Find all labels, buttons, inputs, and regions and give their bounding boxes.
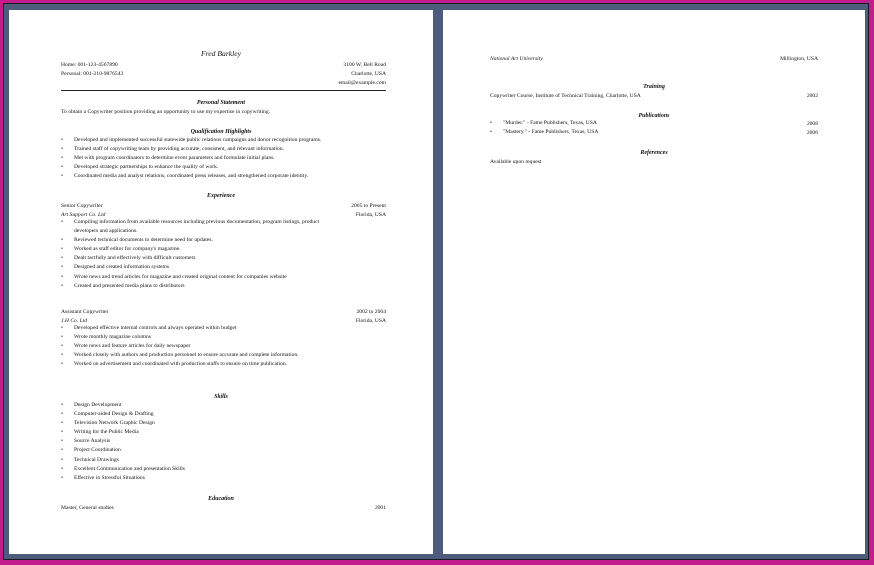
qualifications-heading: Qualification Highlights: [190, 129, 252, 135]
publication-year: 2006: [806, 130, 818, 136]
list-item: • "Mastery." - Fame Publishers, Texas, USA: [490, 128, 598, 137]
list-item: • Source Analysis: [61, 437, 185, 446]
list-item: • Created and presented media plans to distributors: [61, 282, 319, 291]
personal-statement-text: To obtain a Copywriter position providing an opportunity to use my expertise in copywriting.: [61, 109, 271, 115]
university-name: National Art University: [490, 56, 543, 62]
address-line-1: 3100 W, Bell Road: [343, 62, 386, 68]
list-item: • Effective in Stressful Situations: [61, 474, 185, 483]
resume-page-2: [443, 10, 865, 554]
list-item: • Wrote monthly magazine columns: [61, 333, 299, 342]
list-item: • Reviewed technical documents to determine need for updates.: [61, 236, 319, 245]
qualifications-list: [61, 136, 321, 181]
job-title: Senior Copywriter: [61, 203, 103, 209]
candidate-name: Fred Barkley: [201, 49, 241, 58]
job-duties-list: [61, 324, 299, 369]
home-phone: Home: 001-123-4567890: [61, 62, 118, 68]
continuation-text: developers and applications.: [74, 228, 138, 235]
header-divider: [61, 90, 386, 91]
list-item: • Dealt tactfully and effectively with difficult customers: [61, 254, 319, 263]
job-company: J.H Co. Ltd: [61, 318, 88, 324]
references-text: Available upon request: [490, 159, 542, 165]
job-company: Art Support Co. Ltd: [61, 212, 106, 218]
list-item: • Worked as staff editor for company's magazine.: [61, 245, 319, 254]
references-heading: References: [640, 150, 668, 156]
job-location: Florida, USA: [355, 212, 386, 218]
education-heading: Education: [208, 496, 234, 502]
education-year: 2001: [374, 505, 386, 511]
personal-statement-heading: Personal Statement: [196, 100, 246, 106]
job-title: Assistant Copywriter: [61, 309, 109, 315]
list-item: • Compiling information from available resources including previous documentation, program listings, product: [61, 218, 319, 227]
list-item: • Project Coordination: [61, 446, 185, 455]
publication-year: 2008: [806, 121, 818, 127]
list-item: • "Murder." - Fame Publishers, Texas, USA: [490, 119, 598, 128]
list-item: • Wrote news and feature articles for daily newspaper: [61, 342, 299, 351]
training-year: 2002: [806, 93, 818, 99]
list-item: • Computer-aided Design & Drafting: [61, 410, 185, 419]
list-item: • Met with program coordinators to determine event parameters and formulate initial plans.: [61, 154, 321, 163]
list-item: • Coordinated media and analyst relations, coordinated press releases, and strengthened corporate identity.: [61, 172, 321, 181]
list-item: • Wrote news and trend articles for magazine and created original content for companies website: [61, 273, 319, 282]
list-item: • Worked closely with authors and production personnel to ensure accurate and complete information.: [61, 351, 299, 360]
list-item: • Design Development: [61, 401, 185, 410]
training-course: Copywriter Course, Institute of Technical Training, Charlotte, USA: [490, 93, 641, 99]
list-item: • Trained staff of copywriting team by providing accurate, consistent, and relevant information.: [61, 145, 321, 154]
list-item: • Designed and created information systems: [61, 263, 319, 272]
list-item-continuation: [61, 227, 319, 236]
list-item: • Developed effective internal controls and always operated within budget: [61, 324, 299, 333]
job-duties-list: [61, 218, 319, 291]
job-location: Florida, USA: [355, 318, 386, 324]
document-frame: [3, 3, 869, 560]
list-item: • Technical Drawings: [61, 456, 185, 465]
training-heading: Training: [643, 84, 665, 90]
list-item: • Excellent Communication and presentation Skills: [61, 465, 185, 474]
experience-heading: Experience: [207, 193, 235, 199]
university-location: Millington, USA: [780, 56, 818, 62]
list-item: • Worked on advertisement and coordinated with production staffs to ensure on time publication.: [61, 360, 299, 369]
resume-page-1: [9, 10, 433, 554]
list-item: • Television Network Graphic Design: [61, 419, 185, 428]
list-item: • Writing for the Public Media: [61, 428, 185, 437]
publications-heading: Publications: [638, 113, 670, 119]
list-item: • Developed strategic partnerships to enhance the quality of work.: [61, 163, 321, 172]
job-dates: 2002 to 2004: [356, 309, 386, 315]
email-address: email@example.com: [338, 80, 386, 86]
personal-phone: Personal: 001-210-9876543: [61, 71, 124, 77]
skills-heading: Skills: [214, 394, 228, 400]
address-line-2: Charlotte, USA: [351, 71, 386, 77]
publications-list: [490, 119, 598, 137]
skills-list: [61, 401, 185, 483]
list-item: • Developed and implemented successful statewide public relations campaigns and donor recognition programs.: [61, 136, 321, 145]
job-dates: 2005 to Present: [351, 203, 386, 209]
viewer-background: [4, 4, 868, 559]
education-degree: Master, General studies: [61, 505, 114, 511]
